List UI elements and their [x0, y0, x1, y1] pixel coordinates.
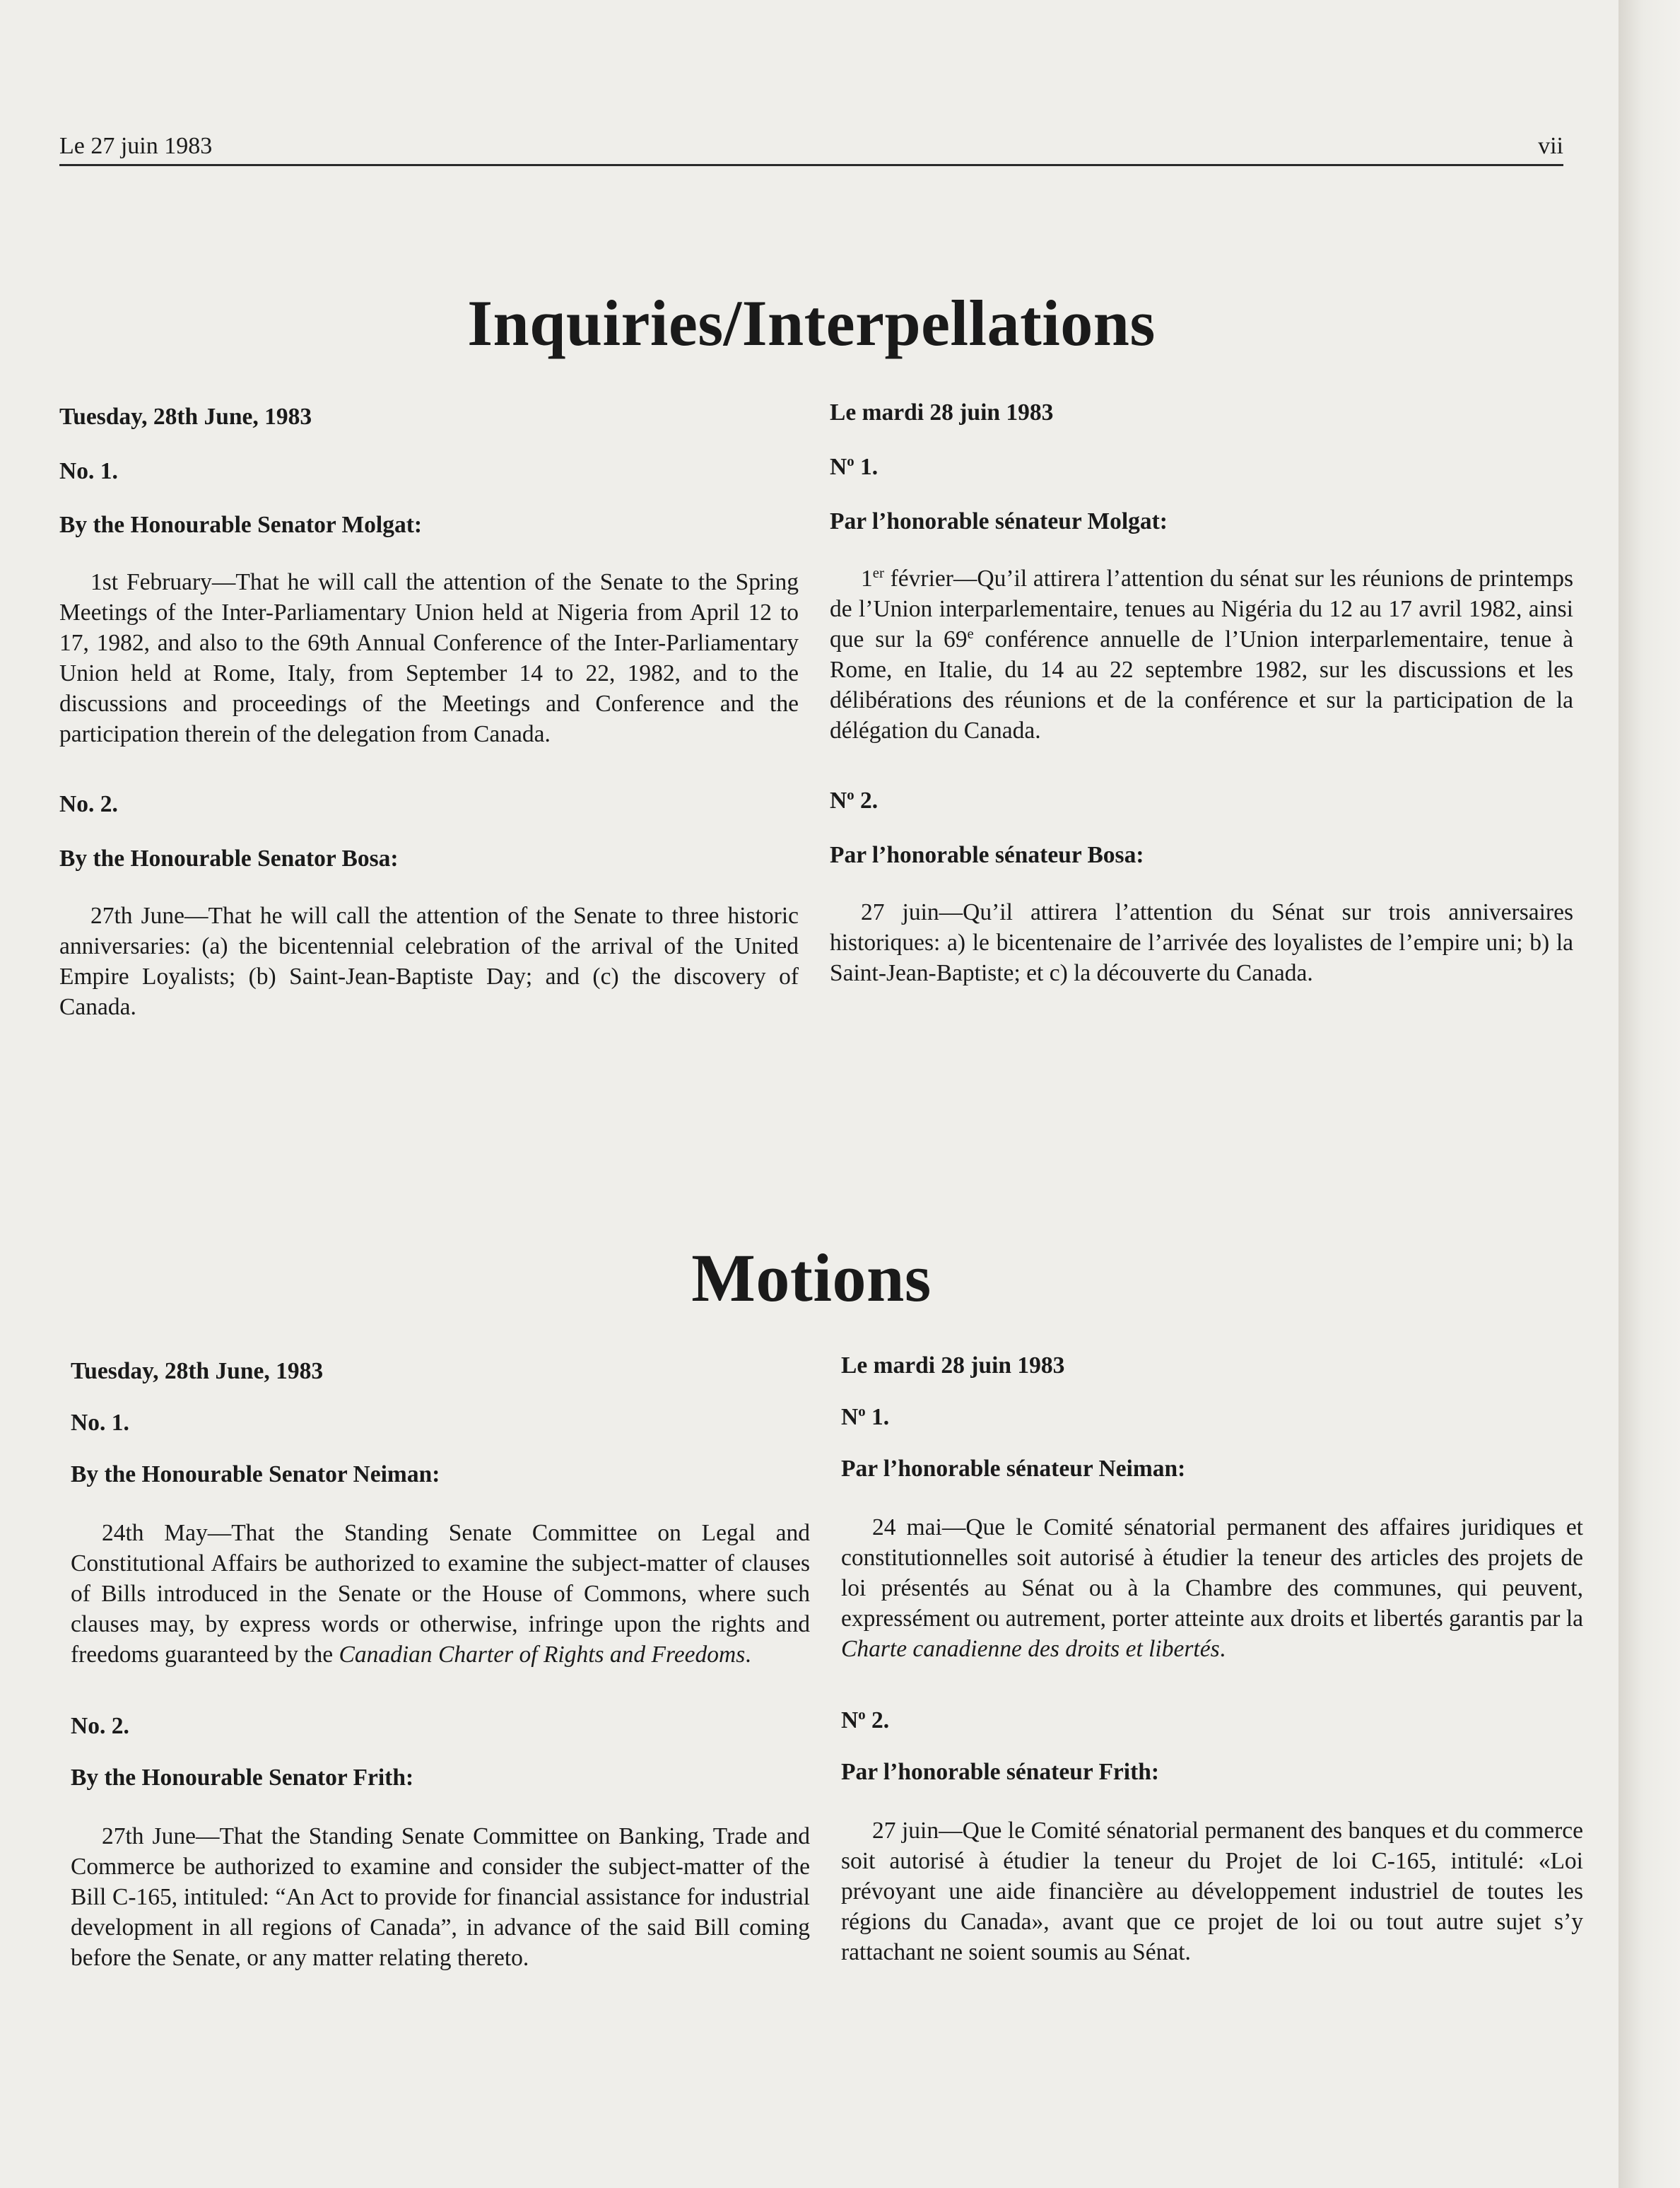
number-suffix: 2.: [865, 1707, 890, 1733]
motions-fr-item2-sponsor: Par l’honorable sénateur Frith:: [841, 1759, 1160, 1785]
inquiries-fr-item1-text: [830, 563, 1573, 746]
inquiries-en-item1-text: 1st February—That he will call the attention of the Senate to the Spring Meetings of the Inter-Parliamentary Union held at Nigeria from April 12 to 17, 1982, and also to the 69th Annual Conference of the Inter-Parliamentary Union held at Rome, Italy, from September 14 to 22, 1982, and to the discussions and proceedings of the Meetings and Conference and the participation therein of the delegation from Canada.: [59, 569, 799, 747]
motions-fr-item2-number: [841, 1705, 1583, 1736]
charter-title: Canadian Charter of Rights and Freedoms: [339, 1642, 746, 1668]
inquiries-fr-item2-number: [830, 785, 1573, 816]
inquiries-en-date: Tuesday, 28th June, 1983: [59, 404, 312, 430]
inquiries-en-item2-sponsor: By the Honourable Senator Bosa:: [59, 846, 399, 872]
inquiries-fr-item1-number: [830, 452, 1573, 482]
motions-en-item1-sponsor: By the Honourable Senator Neiman:: [71, 1461, 440, 1487]
text-end: .: [1219, 1636, 1226, 1662]
running-head: [59, 124, 1563, 166]
motions-fr-item1-text: [841, 1512, 1583, 1664]
page-binding-edge: [1619, 0, 1680, 2188]
text-body: février—Qu’il attirera l’attention du sénat sur les réunions de printemps de l’Union interparlementaire, tenues au Nigéria du 12 au 17 avril 1982, ainsi que sur la 69: [830, 566, 1573, 653]
motions-en-item2-sponsor: By the Honourable Senator Frith:: [71, 1765, 414, 1791]
motions-title: Motions: [691, 1240, 932, 1316]
inquiries-en-item2-number: No. 2.: [59, 791, 118, 817]
number-suffix: 1.: [854, 454, 879, 480]
motions-en-item1-text: [71, 1518, 810, 1670]
running-head-date: Le 27 juin 1983: [59, 133, 213, 159]
charter-title: Charte canadienne des droits et libertés: [841, 1636, 1220, 1662]
motions-en-item2-text: 27th June—That the Standing Senate Committee on Banking, Trade and Commerce be authorized to examine and consider the subject-matter of the Bill C-165, intituled: “An Act to provide for financial assistance for industrial development in all regions of Canada”, in advance of the said Bill coming before the Senate, or any matter relating thereto.: [71, 1823, 810, 1971]
inquiries-en-item1-number: No. 1.: [59, 458, 118, 484]
motions-en-item2-number: No. 2.: [71, 1713, 129, 1739]
number-suffix: 2.: [854, 788, 879, 814]
motions-fr-item1-number: [841, 1402, 1583, 1432]
text-body: 24 mai—Que le Comité sénatorial permanent des affaires juridiques et constitutionnelles soit autorisé à étudier la teneur des articles des projets de loi présentés au Sénat ou à la Chambre des communes, qui peuvent, expressément ou autrement, porter atteinte aux droits et libertés garantis par la: [841, 1514, 1583, 1632]
text-body: 24th May—That the Standing Senate Committee on Legal and Constitutional Affairs be authorized to examine the subject-matter of clauses of Bills introduced in the Senate or the House of Commons, where such clauses may, by express words or otherwise, infringe upon the rights and freedoms guaranteed by the: [71, 1520, 810, 1668]
motions-fr-date: Le mardi 28 juin 1983: [841, 1352, 1065, 1379]
text-end: .: [745, 1642, 751, 1668]
number-prefix: N: [830, 788, 847, 814]
motions-en-date: Tuesday, 28th June, 1983: [71, 1358, 324, 1384]
inquiries-french-column: [830, 397, 1573, 988]
text-prefix: 1: [861, 566, 873, 592]
text-superscript-ordinal: e: [967, 625, 974, 642]
motions-fr-item1-sponsor: Par l’honorable sénateur Neiman:: [841, 1456, 1186, 1482]
text-superscript: er: [872, 564, 884, 581]
motions-en-item1-number: No. 1.: [71, 1410, 129, 1436]
number-prefix: N: [841, 1404, 859, 1430]
number-prefix: N: [841, 1707, 859, 1733]
number-prefix: N: [830, 454, 847, 480]
number-suffix: 1.: [865, 1404, 890, 1430]
number-superscript: o: [858, 1403, 866, 1420]
inquiries-fr-item2-text: 27 juin—Qu’il attirera l’attention du Sénat sur trois anniversaires historiques: a) le bicentenaire de l’arrivée des loyalistes de l’empire uni; b) la Saint-Jean-Baptiste; et c) la découverte du Canada.: [830, 899, 1573, 986]
motions-fr-item2-text: 27 juin—Que le Comité sénatorial permanent des banques et du commerce soit autorisé à étudier la teneur du Projet de loi C-165, intitulé: «Loi prévoyant une aide financière au développement industriel de toutes les régions du Canada», avant que ce projet de loi ou tout autre sujet s’y rattachant ne soient soumis au Sénat.: [841, 1818, 1583, 1965]
inquiries-english-column: [59, 402, 799, 1022]
inquiries-fr-item2-sponsor: Par l’honorable sénateur Bosa:: [830, 842, 1144, 868]
inquiries-en-item2-text: 27th June—That he will call the attention of the Senate to three historic anniversaries: (a) the bicentennial celebration of the arrival of the United Empire Loyalists; (b) Saint-Jean-Baptiste Day; and (c) the discovery of Canada.: [59, 903, 799, 1020]
number-superscript: o: [858, 1706, 866, 1723]
text-rest: conférence annuelle de l’Union interparlementaire, tenue à Rome, en Italie, du 14 au 22 septembre 1982, sur les discussions et les délibérations des réunions et de la conférence et sur la participation de la délégation du Canada.: [830, 626, 1573, 744]
page-number: vii: [1538, 133, 1563, 159]
number-superscript: o: [847, 786, 854, 803]
motions-french-column: [841, 1350, 1583, 1967]
inquiries-fr-date: Le mardi 28 juin 1983: [830, 399, 1054, 426]
inquiries-en-item1-sponsor: By the Honourable Senator Molgat:: [59, 512, 423, 538]
motions-english-column: [71, 1356, 810, 1973]
inquiries-fr-item1-sponsor: Par l’honorable sénateur Molgat:: [830, 508, 1168, 534]
inquiries-title: Inquiries/Interpellations: [467, 287, 1156, 359]
number-superscript: o: [847, 452, 854, 469]
